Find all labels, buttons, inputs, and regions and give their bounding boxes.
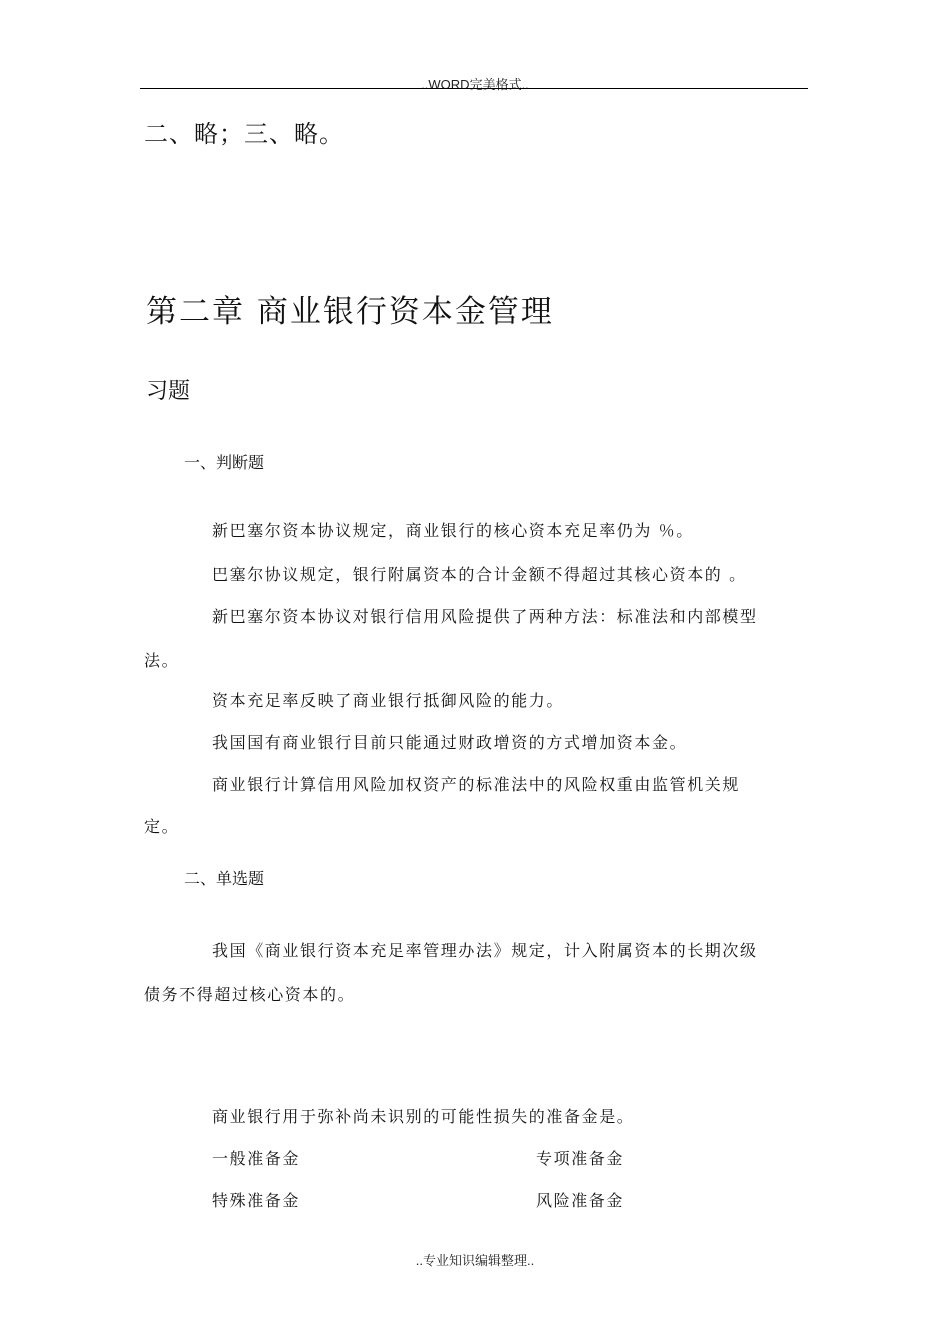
answer-option: 风险准备金 (536, 1191, 625, 1210)
true-false-item: 我国国有商业银行目前只能通过财政增资的方式增加资本金。 (212, 733, 688, 752)
true-false-item: 巴塞尔协议规定，银行附属资本的合计金额不得超过其核心资本的 。 (212, 565, 747, 584)
page-footer: ..专业知识编辑整理.. (415, 1253, 535, 1268)
page-header: ..WORD完美格式.. (421, 77, 529, 92)
section-true-false-title: 一、判断题 (184, 453, 265, 472)
true-false-item-continuation: 定。 (144, 817, 180, 836)
single-choice-question: 我国《商业银行资本充足率管理办法》规定，计入附属资本的长期次级 (212, 941, 758, 960)
chapter-title: 第二章 商业银行资本金管理 (146, 294, 554, 330)
section-single-choice-title: 二、单选题 (184, 869, 265, 888)
single-choice-question: 商业银行用于弥补尚未识别的可能性损失的准备金是。 (212, 1107, 635, 1126)
true-false-item: 资本充足率反映了商业银行抵御风险的能力。 (212, 691, 565, 710)
header-rule (140, 88, 808, 89)
true-false-item: 新巴塞尔资本协议规定，商业银行的核心资本充足率仍为 ％。 (212, 521, 694, 540)
answer-option: 一般准备金 (212, 1149, 301, 1168)
true-false-item: 新巴塞尔资本协议对银行信用风险提供了两种方法：标准法和内部模型 (212, 607, 758, 626)
previous-answers-line: 二、略；三、略。 (144, 120, 344, 148)
true-false-item: 商业银行计算信用风险加权资产的标准法中的风险权重由监管机关规 (212, 775, 741, 794)
answer-option: 特殊准备金 (212, 1191, 301, 1210)
answer-option: 专项准备金 (536, 1149, 625, 1168)
true-false-item-continuation: 法。 (144, 651, 180, 670)
exercises-heading: 习题 (146, 379, 191, 404)
single-choice-question-continuation: 债务不得超过核心资本的。 (144, 985, 356, 1004)
